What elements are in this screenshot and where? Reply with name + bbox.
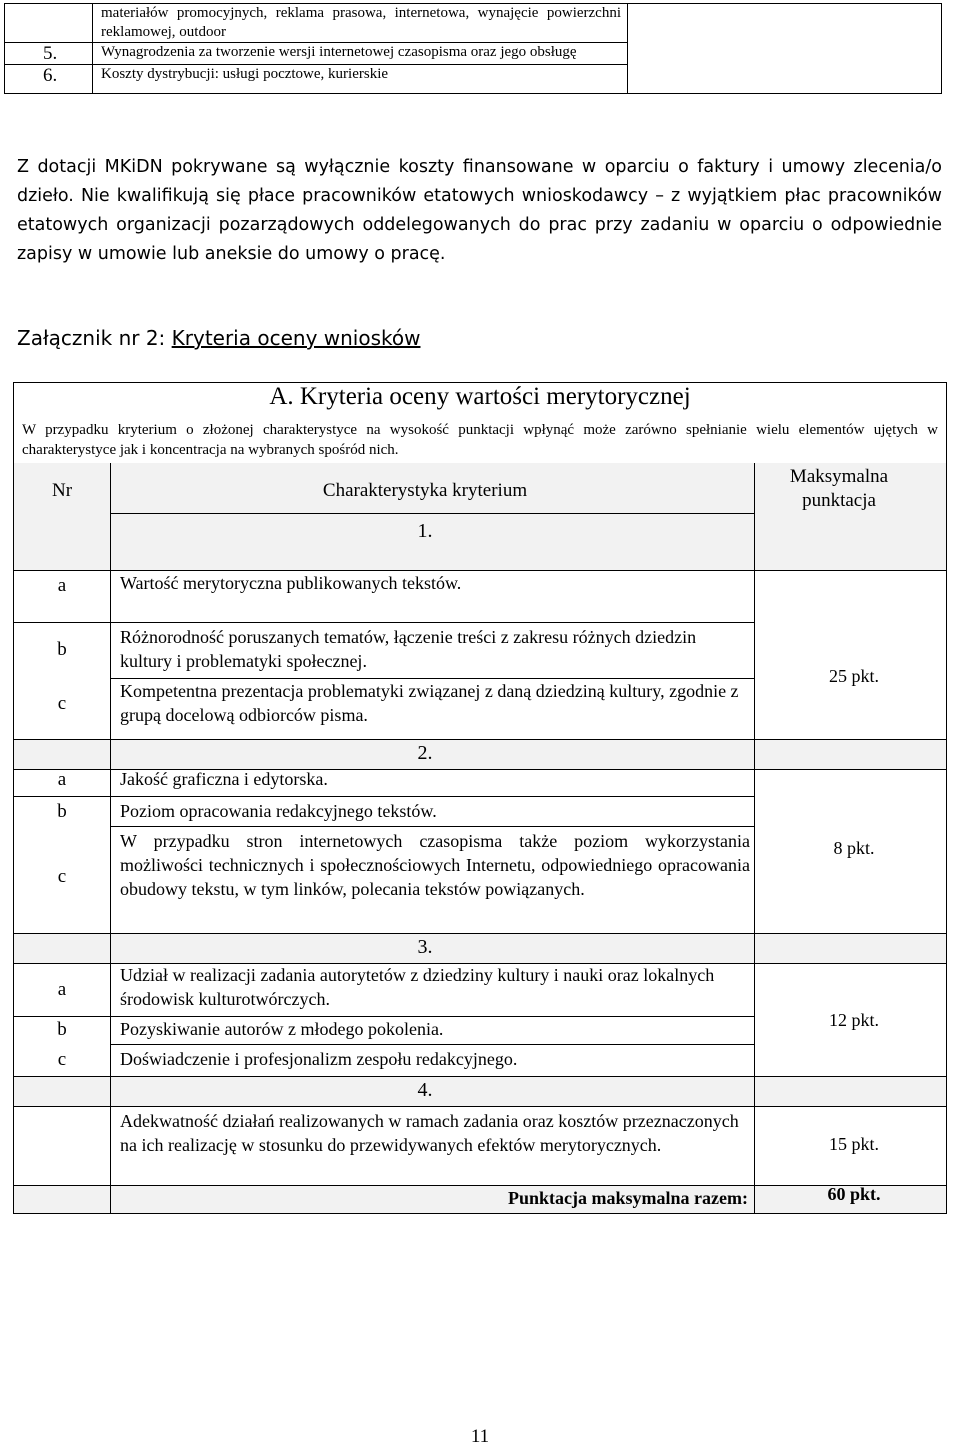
divider: [14, 739, 946, 740]
item-letter: b: [57, 1019, 67, 1040]
header-max-points: Maksymalna punktacja: [789, 466, 889, 511]
section-intro: W przypadku kryterium o złożonej charakterystyce na wysokość punktacji wpłynąć może zarówno spełnianie wielu elementów ujętych w charakterystyce jak i koncentracja na wybranych spośród nich.: [22, 422, 938, 458]
row-text: Wynagrodzenia za tworzenie wersji internetowej czasopisma oraz jego obsługę: [93, 43, 628, 65]
group-number: 3.: [417, 936, 433, 958]
item-letter: a: [57, 979, 67, 1000]
group-points: 12 pkt.: [828, 1010, 879, 1030]
attachment-title: Kryteria oceny wniosków: [171, 326, 421, 350]
group-points: 8 pkt.: [833, 838, 875, 858]
group-number: 1.: [417, 520, 433, 542]
item-text: Jakość graficzna i edytorska.: [120, 769, 328, 789]
divider: [14, 1106, 946, 1107]
header-nr: Nr: [51, 480, 73, 501]
empty-cell: [628, 4, 942, 94]
total-label: Punktacja maksymalna razem:: [508, 1188, 748, 1208]
item-text: Doświadczenie i profesjonalizm zespołu redakcyjnego.: [120, 1049, 518, 1069]
item-letter: a: [57, 769, 67, 790]
item-letter: c: [57, 693, 67, 714]
section-title: A. Kryteria oceny wartości merytorycznej: [269, 383, 691, 410]
divider: [110, 1044, 754, 1045]
item-letter: a: [57, 575, 67, 596]
item-text: Różnorodność poruszanych tematów, łączenie treści z zakresu różnych dziedzin kultury i problematyki społecznej.: [120, 627, 697, 671]
table-row: [5, 4, 942, 43]
divider: [14, 1076, 946, 1077]
funding-paragraph: Z dotacji MKiDN pokrywane są wyłącznie koszty finansowane w oparciu o faktury i umowy zlecenia/o dzieło. Nie kwalifikują się płace pracowników etatowych wnioskodawcy – z wyjątkiem płac pracowników etatowych organizacji pozarządowych oddelegowanych do prac przy zadaniu w oparciu o odpowiednie zapisy w umowie lub aneksie do umowy o pracę.: [17, 157, 942, 264]
total-points: 60 pkt.: [827, 1184, 881, 1204]
criteria-table: [13, 382, 947, 1214]
item-text: Adekwatność działań realizowanych w ramach zadania oraz kosztów przeznaczonych na ich realizację w stosunku do przewidywanych efektów merytorycznych.: [120, 1111, 739, 1155]
divider: [754, 463, 755, 1213]
group-points: 15 pkt.: [828, 1134, 879, 1154]
item-text: Udział w realizacji zadania autorytetów z dziedziny kultury i nauki oraz lokalnych środowisk kulturotwórczych.: [120, 965, 715, 1009]
page-number: 11: [470, 1426, 490, 1447]
item-letter: b: [57, 801, 67, 822]
row-number: [5, 4, 93, 43]
group-points: 25 pkt.: [828, 666, 879, 686]
item-letter: c: [57, 866, 67, 887]
row-text: materiałów promocyjnych, reklama prasowa, internetowa, wynajęcie powierzchni reklamowej, outdoor: [93, 4, 628, 43]
group-number: 4.: [417, 1079, 433, 1101]
divider: [110, 513, 754, 514]
item-text: Poziom opracowania redakcyjnego tekstów.: [120, 801, 437, 821]
row-number: 6.: [5, 65, 93, 94]
divider: [14, 933, 946, 934]
item-text: W przypadku stron internetowych czasopisma także poziom wykorzystania możliwości technicznych i społecznościowych Internetu, odpowiedniego opracowania obudowy tekstu, w tym linków, polecania tekstów powiązanych.: [120, 831, 750, 899]
row-text: Koszty dystrybucji: usługi pocztowe, kurierskie: [93, 65, 628, 94]
item-text: Kompetentna prezentacja problematyki związanej z daną dziedziną kultury, zgodnie z grupą docelową odbiorców pisma.: [120, 681, 739, 725]
item-letter: c: [57, 1049, 67, 1070]
group-number: 2.: [417, 742, 433, 764]
attachment-prefix: Załącznik nr 2:: [17, 326, 166, 350]
top-cost-table: [4, 3, 942, 94]
header-characteristic: Charakterystyka kryterium: [322, 480, 528, 501]
divider: [110, 826, 754, 827]
item-text: Pozyskiwanie autorów z młodego pokolenia.: [120, 1019, 444, 1039]
divider: [14, 622, 754, 623]
attachment-heading: [17, 326, 420, 350]
row-number: 5.: [5, 43, 93, 65]
item-letter: b: [57, 639, 67, 660]
item-text: Wartość merytoryczna publikowanych tekstów.: [120, 573, 462, 593]
divider: [14, 796, 754, 797]
